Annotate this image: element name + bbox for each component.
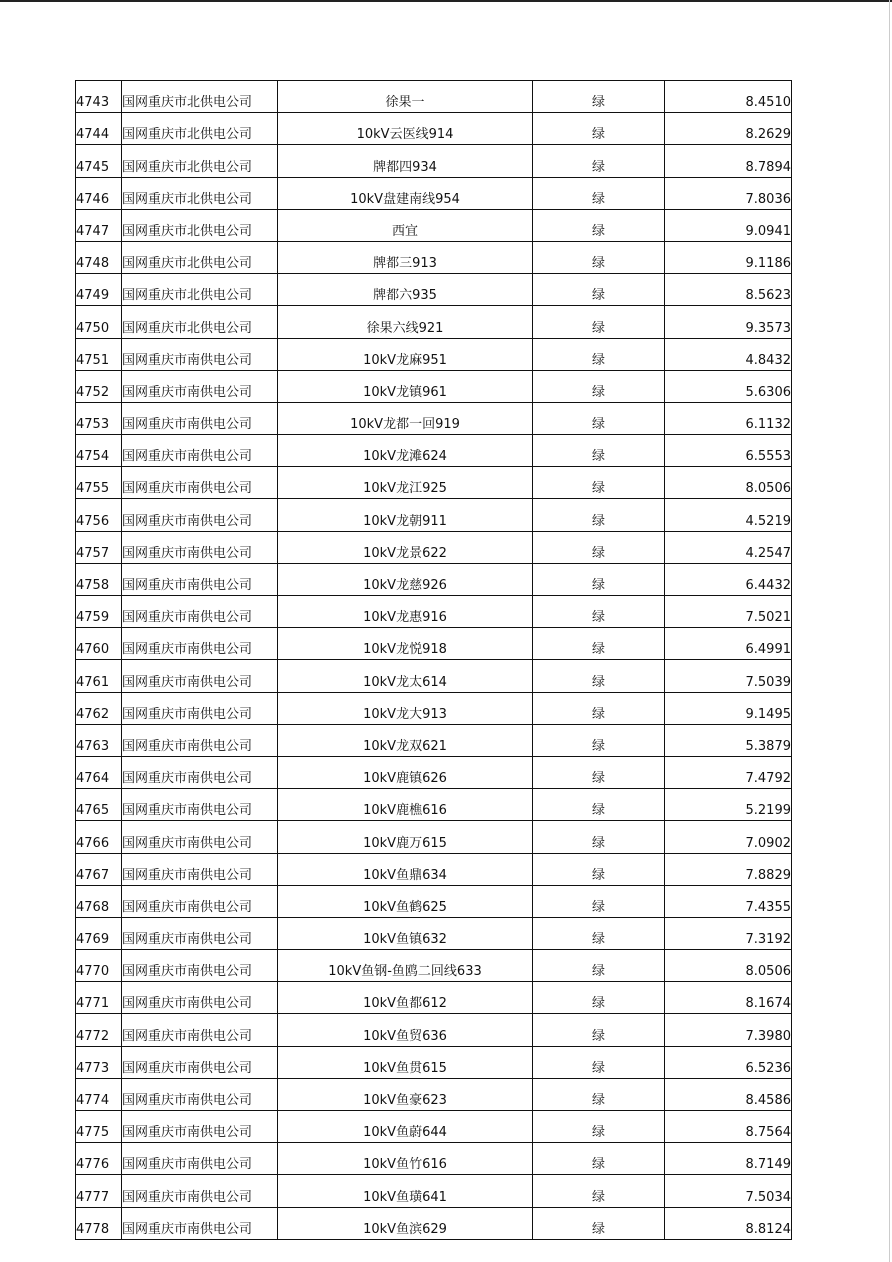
- company-cell: 国网重庆市南供电公司: [122, 467, 278, 499]
- color-grade-cell: 绿: [533, 177, 665, 209]
- row-number-cell: 4746: [76, 177, 122, 209]
- color-grade-cell: 绿: [533, 338, 665, 370]
- company-cell: 国网重庆市南供电公司: [122, 1014, 278, 1046]
- company-cell: 国网重庆市北供电公司: [122, 274, 278, 306]
- company-cell: 国网重庆市南供电公司: [122, 499, 278, 531]
- value-cell: 6.5553: [665, 435, 792, 467]
- line-name-cell: 10kV龙江925: [278, 467, 533, 499]
- line-name-cell: 10kV鹿镇626: [278, 756, 533, 788]
- value-cell: 5.2199: [665, 789, 792, 821]
- company-cell: 国网重庆市南供电公司: [122, 1175, 278, 1207]
- row-number-cell: 4776: [76, 1143, 122, 1175]
- color-grade-cell: 绿: [533, 692, 665, 724]
- color-grade-cell: 绿: [533, 724, 665, 756]
- line-name-cell: 10kV鱼鹤625: [278, 885, 533, 917]
- company-cell: 国网重庆市北供电公司: [122, 81, 278, 113]
- company-cell: 国网重庆市南供电公司: [122, 950, 278, 982]
- line-name-cell: 10kV鱼贸636: [278, 1014, 533, 1046]
- value-cell: 9.1186: [665, 241, 792, 273]
- value-cell: 9.1495: [665, 692, 792, 724]
- row-number-cell: 4763: [76, 724, 122, 756]
- color-grade-cell: 绿: [533, 950, 665, 982]
- line-name-cell: 10kV龙太614: [278, 660, 533, 692]
- value-cell: 8.0506: [665, 950, 792, 982]
- row-number-cell: 4747: [76, 209, 122, 241]
- value-cell: 5.6306: [665, 370, 792, 402]
- color-grade-cell: 绿: [533, 982, 665, 1014]
- company-cell: 国网重庆市南供电公司: [122, 1143, 278, 1175]
- table-row: [76, 917, 792, 949]
- color-grade-cell: 绿: [533, 596, 665, 628]
- table-row: [76, 306, 792, 338]
- company-cell: 国网重庆市南供电公司: [122, 370, 278, 402]
- company-cell: 国网重庆市南供电公司: [122, 756, 278, 788]
- table-row: [76, 692, 792, 724]
- row-number-cell: 4750: [76, 306, 122, 338]
- company-cell: 国网重庆市南供电公司: [122, 692, 278, 724]
- company-cell: 国网重庆市南供电公司: [122, 853, 278, 885]
- value-cell: 8.7149: [665, 1143, 792, 1175]
- company-cell: 国网重庆市北供电公司: [122, 177, 278, 209]
- company-cell: 国网重庆市南供电公司: [122, 917, 278, 949]
- table-row: [76, 660, 792, 692]
- color-grade-cell: 绿: [533, 1175, 665, 1207]
- value-cell: 7.4355: [665, 885, 792, 917]
- line-name-cell: 10kV龙慈926: [278, 563, 533, 595]
- value-cell: 6.5236: [665, 1046, 792, 1078]
- line-name-cell: 10kV云医线914: [278, 113, 533, 145]
- row-number-cell: 4767: [76, 853, 122, 885]
- row-number-cell: 4775: [76, 1111, 122, 1143]
- color-grade-cell: 绿: [533, 660, 665, 692]
- row-number-cell: 4758: [76, 563, 122, 595]
- company-cell: 国网重庆市南供电公司: [122, 596, 278, 628]
- company-cell: 国网重庆市南供电公司: [122, 563, 278, 595]
- line-name-cell: 10kV鱼钢-鱼鸥二回线633: [278, 950, 533, 982]
- value-cell: 8.8124: [665, 1207, 792, 1239]
- table-row: [76, 435, 792, 467]
- color-grade-cell: 绿: [533, 1046, 665, 1078]
- value-cell: 7.3192: [665, 917, 792, 949]
- line-name-cell: 牌都六935: [278, 274, 533, 306]
- color-grade-cell: 绿: [533, 274, 665, 306]
- company-cell: 国网重庆市北供电公司: [122, 306, 278, 338]
- color-grade-cell: 绿: [533, 435, 665, 467]
- row-number-cell: 4756: [76, 499, 122, 531]
- company-cell: 国网重庆市南供电公司: [122, 982, 278, 1014]
- color-grade-cell: 绿: [533, 81, 665, 113]
- value-cell: 4.8432: [665, 338, 792, 370]
- row-number-cell: 4768: [76, 885, 122, 917]
- table-row: [76, 1014, 792, 1046]
- line-name-cell: 10kV鱼镇632: [278, 917, 533, 949]
- row-number-cell: 4778: [76, 1207, 122, 1239]
- company-cell: 国网重庆市南供电公司: [122, 1078, 278, 1110]
- company-cell: 国网重庆市北供电公司: [122, 145, 278, 177]
- value-cell: 4.2547: [665, 531, 792, 563]
- value-cell: 7.5034: [665, 1175, 792, 1207]
- line-name-cell: 10kV龙惠916: [278, 596, 533, 628]
- color-grade-cell: 绿: [533, 917, 665, 949]
- company-cell: 国网重庆市南供电公司: [122, 435, 278, 467]
- row-number-cell: 4765: [76, 789, 122, 821]
- value-cell: 6.4432: [665, 563, 792, 595]
- table-row: [76, 789, 792, 821]
- company-cell: 国网重庆市北供电公司: [122, 209, 278, 241]
- table-row: [76, 563, 792, 595]
- row-number-cell: 4777: [76, 1175, 122, 1207]
- table-row: [76, 724, 792, 756]
- table-row: [76, 499, 792, 531]
- value-cell: 8.5623: [665, 274, 792, 306]
- table-row: [76, 241, 792, 273]
- company-cell: 国网重庆市南供电公司: [122, 1046, 278, 1078]
- line-name-cell: 10kV龙镇961: [278, 370, 533, 402]
- color-grade-cell: 绿: [533, 885, 665, 917]
- value-cell: 4.5219: [665, 499, 792, 531]
- company-cell: 国网重庆市南供电公司: [122, 885, 278, 917]
- value-cell: 7.8829: [665, 853, 792, 885]
- line-name-cell: 10kV龙朝911: [278, 499, 533, 531]
- line-name-cell: 10kV龙都一回919: [278, 402, 533, 434]
- value-cell: 8.1674: [665, 982, 792, 1014]
- color-grade-cell: 绿: [533, 756, 665, 788]
- line-name-cell: 10kV鹿万615: [278, 821, 533, 853]
- table-row: [76, 531, 792, 563]
- color-grade-cell: 绿: [533, 628, 665, 660]
- color-grade-cell: 绿: [533, 499, 665, 531]
- line-name-cell: 10kV龙景622: [278, 531, 533, 563]
- page-top-border: [0, 0, 892, 2]
- color-grade-cell: 绿: [533, 1014, 665, 1046]
- table-row: [76, 1111, 792, 1143]
- row-number-cell: 4754: [76, 435, 122, 467]
- table-row: [76, 113, 792, 145]
- line-name-cell: 10kV鱼都612: [278, 982, 533, 1014]
- value-cell: 7.0902: [665, 821, 792, 853]
- row-number-cell: 4743: [76, 81, 122, 113]
- value-cell: 7.5021: [665, 596, 792, 628]
- table-row: [76, 338, 792, 370]
- line-name-cell: 徐果六线921: [278, 306, 533, 338]
- color-grade-cell: 绿: [533, 370, 665, 402]
- line-name-cell: 10kV鱼鼎634: [278, 853, 533, 885]
- line-name-cell: 10kV鱼滨629: [278, 1207, 533, 1239]
- value-cell: 8.7564: [665, 1111, 792, 1143]
- data-table: [75, 80, 792, 1240]
- table-row: [76, 1078, 792, 1110]
- value-cell: 7.4792: [665, 756, 792, 788]
- color-grade-cell: 绿: [533, 531, 665, 563]
- table-row: [76, 81, 792, 113]
- table-row: [76, 1175, 792, 1207]
- table-row: [76, 177, 792, 209]
- color-grade-cell: 绿: [533, 853, 665, 885]
- value-cell: 6.1132: [665, 402, 792, 434]
- table-row: [76, 853, 792, 885]
- table-row: [76, 821, 792, 853]
- color-grade-cell: 绿: [533, 113, 665, 145]
- line-name-cell: 10kV龙大913: [278, 692, 533, 724]
- value-cell: 6.4991: [665, 628, 792, 660]
- value-cell: 8.7894: [665, 145, 792, 177]
- line-name-cell: 10kV龙麻951: [278, 338, 533, 370]
- line-name-cell: 10kV盘建南线954: [278, 177, 533, 209]
- table-row: [76, 209, 792, 241]
- value-cell: 7.8036: [665, 177, 792, 209]
- row-number-cell: 4774: [76, 1078, 122, 1110]
- page-right-border: [889, 0, 890, 1262]
- color-grade-cell: 绿: [533, 209, 665, 241]
- row-number-cell: 4761: [76, 660, 122, 692]
- table-row: [76, 885, 792, 917]
- line-name-cell: 10kV鱼竹616: [278, 1143, 533, 1175]
- company-cell: 国网重庆市南供电公司: [122, 628, 278, 660]
- row-number-cell: 4744: [76, 113, 122, 145]
- row-number-cell: 4766: [76, 821, 122, 853]
- table-row: [76, 596, 792, 628]
- table-row: [76, 1046, 792, 1078]
- row-number-cell: 4764: [76, 756, 122, 788]
- table-row: [76, 145, 792, 177]
- value-cell: 9.3573: [665, 306, 792, 338]
- line-name-cell: 10kV鱼蔚644: [278, 1111, 533, 1143]
- line-name-cell: 10kV鱼贯615: [278, 1046, 533, 1078]
- row-number-cell: 4751: [76, 338, 122, 370]
- color-grade-cell: 绿: [533, 241, 665, 273]
- value-cell: 5.3879: [665, 724, 792, 756]
- table-row: [76, 982, 792, 1014]
- color-grade-cell: 绿: [533, 467, 665, 499]
- line-name-cell: 徐果一: [278, 81, 533, 113]
- row-number-cell: 4752: [76, 370, 122, 402]
- color-grade-cell: 绿: [533, 306, 665, 338]
- table-body: [76, 81, 792, 1240]
- value-cell: 8.4510: [665, 81, 792, 113]
- table-row: [76, 950, 792, 982]
- color-grade-cell: 绿: [533, 402, 665, 434]
- value-cell: 7.5039: [665, 660, 792, 692]
- row-number-cell: 4762: [76, 692, 122, 724]
- table-row: [76, 1143, 792, 1175]
- table-row: [76, 402, 792, 434]
- row-number-cell: 4748: [76, 241, 122, 273]
- table-row: [76, 1207, 792, 1239]
- line-name-cell: 10kV龙悦918: [278, 628, 533, 660]
- company-cell: 国网重庆市北供电公司: [122, 113, 278, 145]
- company-cell: 国网重庆市南供电公司: [122, 789, 278, 821]
- line-name-cell: 牌都三913: [278, 241, 533, 273]
- color-grade-cell: 绿: [533, 145, 665, 177]
- company-cell: 国网重庆市南供电公司: [122, 1111, 278, 1143]
- row-number-cell: 4771: [76, 982, 122, 1014]
- line-name-cell: 10kV鱼豪623: [278, 1078, 533, 1110]
- line-name-cell: 10kV龙双621: [278, 724, 533, 756]
- row-number-cell: 4745: [76, 145, 122, 177]
- table-row: [76, 467, 792, 499]
- color-grade-cell: 绿: [533, 1143, 665, 1175]
- value-cell: 9.0941: [665, 209, 792, 241]
- company-cell: 国网重庆市南供电公司: [122, 821, 278, 853]
- row-number-cell: 4759: [76, 596, 122, 628]
- color-grade-cell: 绿: [533, 1111, 665, 1143]
- line-name-cell: 牌都四934: [278, 145, 533, 177]
- table-row: [76, 756, 792, 788]
- row-number-cell: 4757: [76, 531, 122, 563]
- row-number-cell: 4749: [76, 274, 122, 306]
- row-number-cell: 4755: [76, 467, 122, 499]
- row-number-cell: 4773: [76, 1046, 122, 1078]
- color-grade-cell: 绿: [533, 1207, 665, 1239]
- table-row: [76, 628, 792, 660]
- value-cell: 8.4586: [665, 1078, 792, 1110]
- value-cell: 7.3980: [665, 1014, 792, 1046]
- row-number-cell: 4770: [76, 950, 122, 982]
- company-cell: 国网重庆市南供电公司: [122, 402, 278, 434]
- value-cell: 8.0506: [665, 467, 792, 499]
- company-cell: 国网重庆市北供电公司: [122, 241, 278, 273]
- line-name-cell: 10kV鹿樵616: [278, 789, 533, 821]
- table-row: [76, 370, 792, 402]
- company-cell: 国网重庆市南供电公司: [122, 1207, 278, 1239]
- row-number-cell: 4760: [76, 628, 122, 660]
- line-name-cell: 10kV鱼璜641: [278, 1175, 533, 1207]
- line-name-cell: 西宜: [278, 209, 533, 241]
- color-grade-cell: 绿: [533, 789, 665, 821]
- row-number-cell: 4769: [76, 917, 122, 949]
- color-grade-cell: 绿: [533, 821, 665, 853]
- company-cell: 国网重庆市南供电公司: [122, 338, 278, 370]
- company-cell: 国网重庆市南供电公司: [122, 660, 278, 692]
- line-name-cell: 10kV龙滩624: [278, 435, 533, 467]
- company-cell: 国网重庆市南供电公司: [122, 531, 278, 563]
- table-row: [76, 274, 792, 306]
- company-cell: 国网重庆市南供电公司: [122, 724, 278, 756]
- row-number-cell: 4772: [76, 1014, 122, 1046]
- row-number-cell: 4753: [76, 402, 122, 434]
- color-grade-cell: 绿: [533, 1078, 665, 1110]
- color-grade-cell: 绿: [533, 563, 665, 595]
- value-cell: 8.2629: [665, 113, 792, 145]
